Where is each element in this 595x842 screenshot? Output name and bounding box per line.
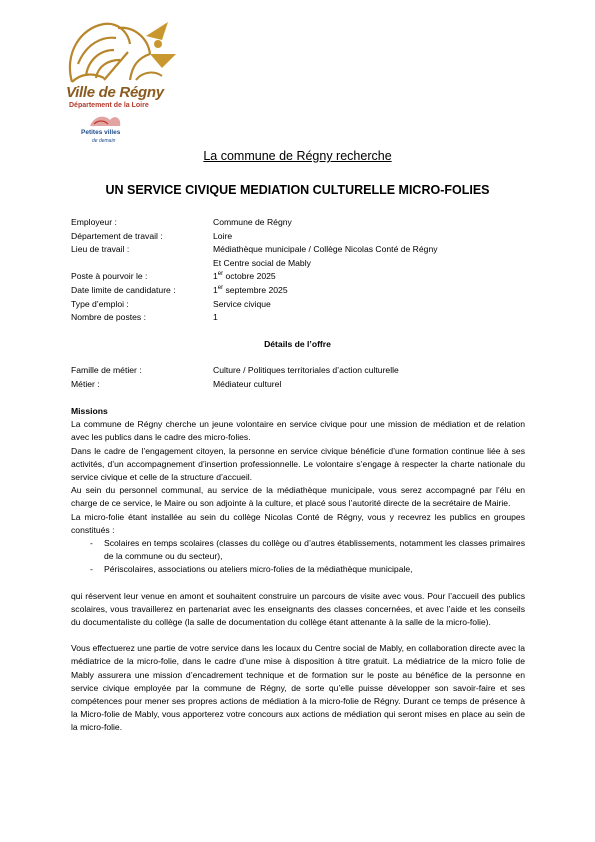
- paragraph: Dans le cadre de l’engagement citoyen, la personne en service civique bénéficie d’une formation continue liée à ses activités, d’un accompagnement d’insertion professionnelle. Le volontaire s’engage à respecter la charte nationale du service civique et celle de la structure d’accueil.: [71, 445, 525, 483]
- info-label: Lieu de travail :: [71, 244, 130, 255]
- info-label: Métier :: [71, 378, 100, 389]
- logo-department: Département de la Loire: [69, 102, 149, 109]
- info-row: [71, 364, 399, 378]
- info-value: 1: [213, 312, 218, 323]
- info-value: Service civique: [213, 298, 271, 309]
- audience-list: [71, 537, 525, 577]
- paragraph: Au sein du personnel communal, au service de la médiathèque municipale, vous serez accompagné par l’élu en charge de ce service, le Maire ou son adjointe à la culture, et placé sous l’autorité directe de la secrétaire de Mairie.: [71, 485, 525, 509]
- info-value: Loire: [213, 230, 233, 241]
- info-label: Famille de métier :: [71, 365, 142, 375]
- info-value: 1er septembre 2025: [213, 284, 288, 295]
- info-label: Type d’emploi :: [71, 298, 129, 309]
- info-label: Nombre de postes :: [71, 312, 146, 323]
- info-row: [71, 284, 438, 298]
- info-label: Poste à pourvoir le :: [71, 271, 148, 282]
- missions-heading: Missions: [71, 406, 108, 416]
- info-row: [71, 270, 438, 284]
- info-row: [71, 216, 438, 230]
- details-heading: Détails de l’offre: [264, 339, 331, 349]
- info-row: [71, 298, 438, 312]
- missions-section: [71, 405, 525, 735]
- info-value: Médiateur culturel: [213, 378, 282, 389]
- info-row: [71, 230, 438, 244]
- info-value: Commune de Régny: [213, 217, 292, 227]
- info-label: Date limite de candidature :: [71, 284, 176, 295]
- badge-line1: Petites villes: [81, 129, 121, 136]
- paragraph: La commune de Régny cherche un jeune volontaire en service civique pour une mission de médiation et de relation avec les publics dans le cadre des micro-folies.: [71, 419, 525, 443]
- info-row: [71, 311, 438, 325]
- list-item: - Périscolaires, associations ou ateliers micro-folies de la médiathèque municipale,: [71, 563, 525, 576]
- page-title: La commune de Régny recherche: [203, 149, 392, 163]
- job-info-list: [71, 216, 438, 325]
- paragraph: La micro-folie étant installée au sein du collège Nicolas Conté de Régny, vous y recevrez les publics en groupes constitués :: [71, 511, 525, 535]
- info-value: Et Centre social de Mably: [213, 257, 311, 268]
- job-title: UN SERVICE CIVIQUE MEDIATION CULTURELLE MICRO-FOLIES: [105, 183, 490, 197]
- paragraph: Vous effectuerez une partie de votre service dans les locaux du Centre social de Mably, en collaboration directe avec la médiatrice de la micro-folie, dans le cadre d’une mise à disposition à titre gratuit. La médiatrice de la micro folie de Mably assurera une mission d’encadrement technique et de formation sur le poste au bénéfice de la personne en service civique employée par la commune de Régny, de sorte qu’elle puisse développer son savoir-faire et ses compétences pour mener ses propres actions de médiation à la micro-folie de Régny. Durant ce temps de présence à la Micro-folie de Mably, vous apporterez votre concours aux actions de médiation qui seront mises en place au sein de la micro-folie.: [71, 643, 525, 733]
- list-item: - Scolaires en temps scolaires (classes du collège ou d’autres établissements, notamment les classes primaires de la commune ou du secteur),: [71, 537, 525, 563]
- logo-town-name: Ville de Régny: [66, 84, 164, 101]
- info-value: 1er octobre 2025: [213, 271, 276, 282]
- badge-line2: de demain: [92, 138, 116, 144]
- info-label: Employeur :: [71, 217, 117, 227]
- info-row: [71, 378, 399, 392]
- job-category-list: [71, 364, 399, 391]
- info-label: Département de travail :: [71, 230, 163, 241]
- info-row: [71, 257, 438, 271]
- info-row: [71, 243, 438, 257]
- paragraph: qui réservent leur venue en amont et souhaitent construire un parcours de visite avec vous. Pour l’accueil des publics scolaires, vous travaillerez en partenariat avec les enseignants des classes concernées, et avec l’aide et les conseils du documentaliste du collège (la salle de documentation du collège étant attenante à la salle de la micro-folie).: [71, 590, 525, 628]
- info-label: [71, 257, 213, 271]
- info-value: Médiathèque municipale / Collège Nicolas Conté de Régny: [213, 244, 438, 255]
- info-value: Culture / Politiques territoriales d’action culturelle: [213, 365, 399, 375]
